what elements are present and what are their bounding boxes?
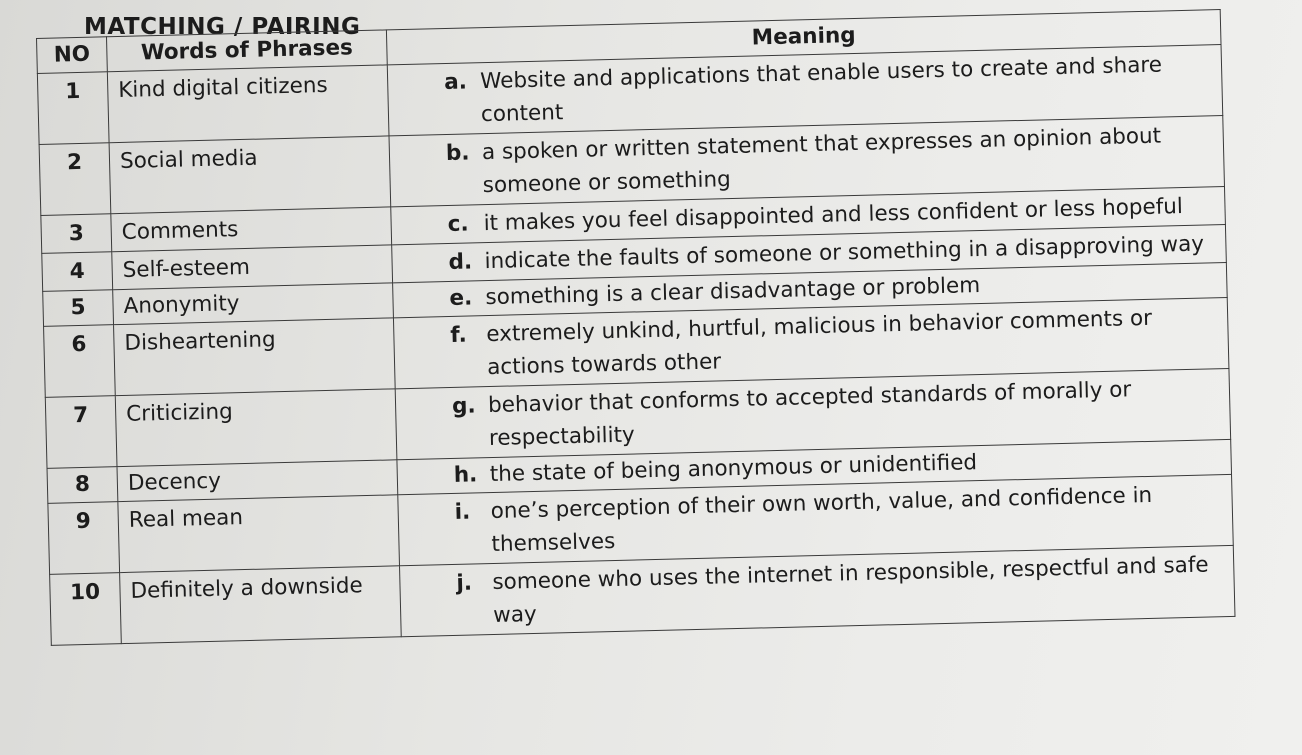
row-number: 2	[39, 143, 111, 216]
column-header-words: Words of Phrases	[106, 30, 387, 72]
row-word: Real mean	[118, 495, 400, 573]
meaning-text: something is a clear disadvantage or problem	[485, 273, 981, 311]
meaning-text: indicate the faults of someone or something in a disapproving way	[484, 231, 1205, 275]
meaning-letter: b.	[445, 140, 470, 167]
row-word: Social media	[109, 136, 391, 214]
meaning-letter: c.	[447, 211, 469, 237]
matching-table	[36, 9, 1236, 646]
row-word: Anonymity	[113, 283, 394, 325]
meaning-letter: j.	[456, 570, 473, 596]
meaning-text: Website and applications that enable users to create and share content	[479, 52, 1163, 128]
row-number: 7	[45, 396, 117, 469]
meaning-letter: g.	[451, 393, 476, 419]
page-title: MATCHING / PAIRING	[84, 14, 361, 40]
row-word: Disheartening	[114, 318, 396, 396]
row-number: 1	[37, 72, 109, 145]
meaning-text: the state of being anonymous or unidentified	[489, 450, 978, 488]
row-word: Self-esteem	[112, 245, 393, 290]
meaning-letter: d.	[448, 249, 473, 275]
meaning-text: extremely unkind, hurtful, malicious in behavior comments or actions towards other	[486, 305, 1153, 381]
row-number: 9	[48, 502, 120, 575]
row-number: 5	[43, 290, 114, 327]
row-word: Kind digital citizens	[107, 65, 389, 143]
meaning-letter: e.	[449, 285, 473, 311]
meaning-text: one’s perception of their own worth, value, and confidence in themselves	[490, 482, 1153, 558]
row-word: Criticizing	[115, 389, 397, 467]
row-number: 10	[50, 573, 122, 646]
row-word: Definitely a downside	[120, 566, 402, 644]
meaning-letter: f.	[450, 322, 468, 348]
meaning-text: behavior that conforms to accepted standards of morally or respectability	[487, 377, 1132, 452]
row-number: 6	[44, 325, 116, 398]
meaning-letter: i.	[454, 499, 471, 525]
column-header-no: NO	[37, 37, 108, 74]
meaning-letter: a.	[443, 69, 468, 96]
meaning-text: it makes you feel disappointed and less confident or less hopeful	[483, 194, 1184, 237]
row-word: Decency	[117, 460, 398, 502]
meaning-text: a spoken or written statement that expresses an opinion about someone or something	[481, 123, 1162, 199]
row-word: Comments	[111, 207, 392, 252]
row-number: 8	[47, 467, 118, 504]
row-number: 4	[42, 252, 113, 292]
matching-table-sheet	[36, 9, 1237, 718]
meaning-letter: h.	[453, 462, 478, 488]
meaning-text: someone who uses the internet in responsible, respectful and safe way	[492, 552, 1209, 628]
column-header-meaning: Meaning	[386, 10, 1221, 65]
row-number: 3	[41, 214, 112, 254]
